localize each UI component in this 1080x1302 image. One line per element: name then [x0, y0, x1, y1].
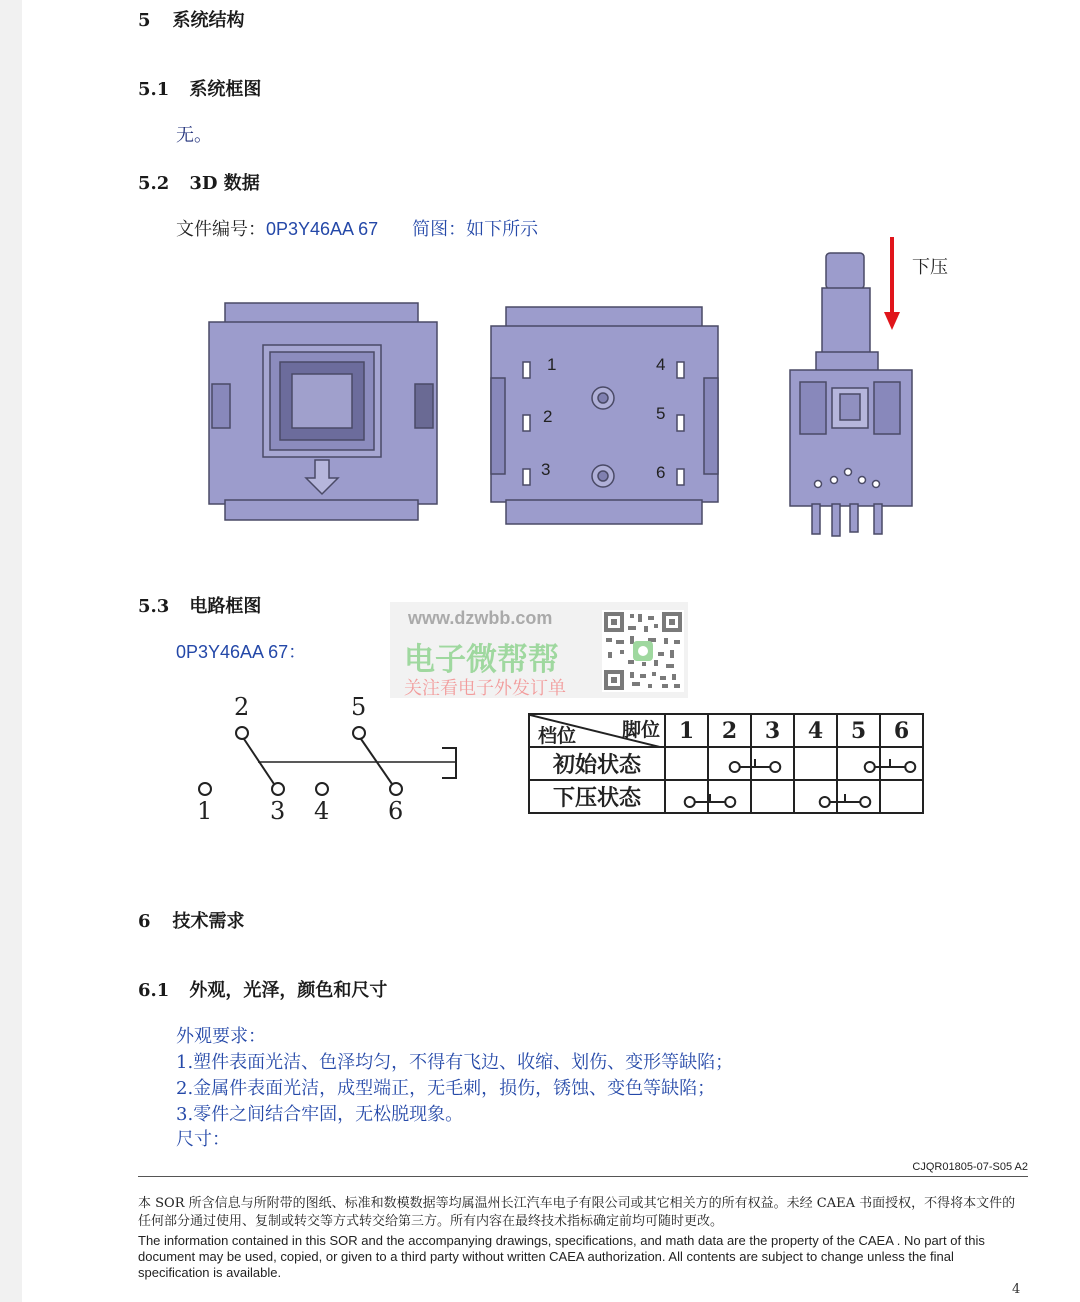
file-number-label: 文件编号：: [176, 219, 266, 240]
schematic-pin-1: 1: [197, 797, 213, 825]
appearance-item-2: 2.金属件表面光洁，成型端正，无毛刺，损伤，锈蚀、变色等缺陷；: [176, 1078, 716, 1099]
row-label-initial: 初始状态: [529, 747, 665, 780]
pin-label-2: 2: [543, 407, 553, 426]
connection-1-2: [685, 794, 736, 807]
footer-notice-cn: 本 SOR 所含信息与所附带的图纸、标准和数模数据等均属温州长江汽车电子有限公司或其它相关方的所有权益。未经 CAEA 书面授权，不得将本文件的任何部分通过使用、复制或转交等方式转交给第三方。所有内容在最终技术指标确定前均可随时更改。: [138, 1196, 1016, 1229]
appearance-item-3: 3.零件之间结合牢固，无松脱现象。: [176, 1104, 464, 1125]
table-col-4: 4: [794, 714, 837, 747]
schematic-pin-2: 2: [234, 693, 250, 721]
pin-label-5: 5: [656, 404, 666, 423]
doc-code: CJQR01805-07-S05 A2: [912, 1161, 1028, 1173]
section-5-3-heading: 5.3 电路框图: [138, 596, 262, 617]
circuit-part-number: 0P3Y46AA 67：: [176, 642, 307, 663]
watermark-name: 电子微帮帮: [404, 642, 559, 678]
section-5-2-heading: 5.2 3D 数据: [138, 173, 260, 194]
section-6-1-heading: 6.1 外观，光泽，颜色和尺寸: [138, 980, 388, 1001]
section-5-1-heading: 5.1 系统框图: [138, 79, 262, 100]
pin-label-3: 3: [541, 460, 551, 479]
table-col-5: 5: [837, 714, 880, 747]
corner-bottom-label: 档位: [538, 725, 577, 747]
file-number-value: 0P3Y46AA 67: [266, 219, 379, 239]
pin-label-1: 1: [547, 355, 557, 374]
footer-divider: [138, 1176, 1028, 1177]
press-label: 下压: [912, 257, 948, 278]
switch-drawings: [0, 0, 1080, 560]
schematic-pin-4: 4: [314, 797, 330, 825]
section-5-heading: 5 系统结构: [138, 10, 245, 31]
schematic-pin-3: 3: [270, 797, 286, 825]
table-corner-cell: [529, 714, 665, 747]
page-number: 4: [1012, 1282, 1021, 1297]
table-col-3: 3: [751, 714, 794, 747]
connection-5-6: [865, 759, 916, 772]
circuit-schematic: [180, 690, 480, 830]
table-col-2: 2: [708, 714, 751, 747]
table-col-1: 1: [665, 714, 708, 747]
pin-label-6: 6: [656, 463, 666, 482]
watermark-tagline: 关注看电子外发订单: [404, 678, 566, 699]
section-5-1-body: 无。: [176, 125, 212, 146]
top-view-drawing: [209, 303, 437, 520]
appearance-item-1: 1.塑件表面光洁、色泽均匀，不得有飞边、收缩、划伤、变形等缺陷；: [176, 1052, 734, 1073]
sketch-label: 简图：如下所示: [412, 219, 539, 240]
footer-notice-en: The information contained in this SOR and the accompanying drawings, specifications, and math data are the property of the CAEA . No part of this document may be used, copied, or given to a third party without written CAEA authorization. All contents are subject to change unless the final specification is available.: [138, 1233, 985, 1280]
pin-label-4: 4: [656, 355, 666, 374]
section-6-heading: 6 技术需求: [138, 911, 245, 932]
schematic-pin-5: 5: [351, 693, 367, 721]
connection-2-3: [730, 759, 781, 772]
qr-code-icon: [602, 610, 684, 692]
table-col-6: 6: [880, 714, 923, 747]
schematic-pin-6: 6: [388, 797, 404, 825]
table-header-row: [529, 714, 923, 747]
corner-top-label: 脚位: [621, 719, 660, 741]
watermark: [390, 602, 688, 698]
connection-symbols: [520, 745, 940, 825]
appearance-heading: 外观要求：: [176, 1026, 266, 1047]
watermark-url: www.dzwbb.com: [408, 608, 553, 628]
press-arrow: [884, 237, 900, 330]
row-label-pressed: 下压状态: [529, 780, 665, 813]
connection-4-5: [820, 794, 871, 807]
bottom-view-drawing: [491, 307, 718, 524]
size-label: 尺寸：: [176, 1129, 230, 1150]
